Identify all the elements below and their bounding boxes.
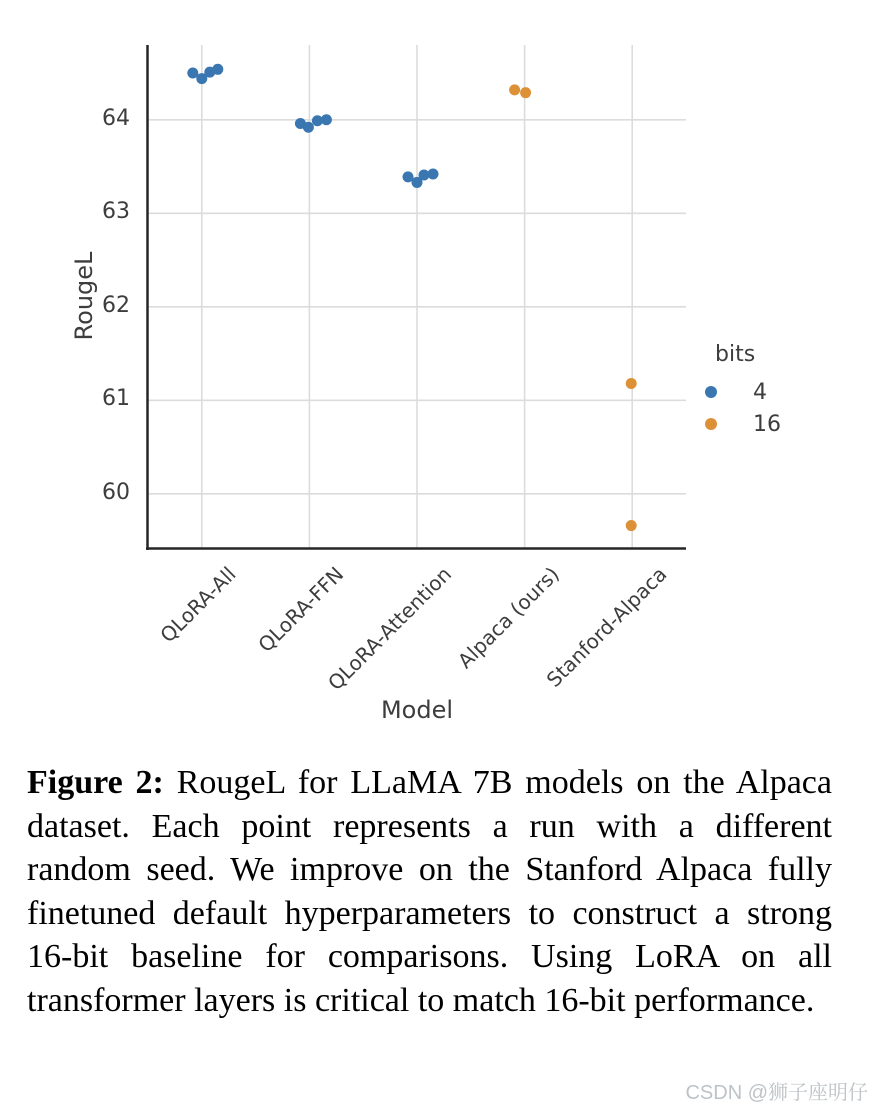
- legend: [703, 342, 868, 440]
- x-tick-label: Stanford-Alpaca: [541, 562, 672, 692]
- x-axis-label: Model: [380, 696, 454, 724]
- y-tick-label: 64: [102, 105, 130, 131]
- figure-caption: [27, 761, 832, 1022]
- data-point-16bit: [509, 84, 520, 95]
- y-tick-label: 61: [102, 386, 130, 412]
- data-point-16bit: [520, 87, 531, 98]
- caption-text: RougeL for LLaMA 7B models on the Alpaca dataset. Each point represents a run with a different random seed. We improve on the Stanford Alpaca fully finetuned default hyperparameters to construct a strong 16-bit baseline for comparisons. Using LoRA on all transformer layers is critical to match 16-bit performance.: [27, 764, 832, 1019]
- x-tick-label: QLoRA-All: [155, 562, 241, 648]
- legend-marker-16bit-icon: [705, 418, 717, 430]
- x-tick-label: QLoRA-FFN: [253, 562, 349, 657]
- caption-label: Figure 2:: [27, 764, 164, 801]
- data-point-16bit: [626, 378, 637, 389]
- data-point-4bit: [321, 114, 332, 125]
- legend-title: bits: [715, 342, 756, 367]
- data-point-4bit: [212, 64, 223, 75]
- x-tick-label: Alpaca (ours): [452, 562, 564, 673]
- y-tick-label: 63: [102, 199, 130, 225]
- legend-entry-label: 4: [753, 379, 767, 405]
- legend-entry-16bit: [703, 408, 868, 440]
- data-point-16bit: [626, 520, 637, 531]
- watermark: CSDN @狮子座明仔: [685, 1082, 868, 1104]
- legend-marker-4bit-icon: [705, 386, 717, 398]
- y-axis-label: RougeL: [70, 251, 98, 341]
- y-tick-label: 60: [102, 479, 130, 505]
- x-tick-label: QLoRA-Attention: [322, 562, 456, 696]
- legend-entry-4bit: [703, 376, 868, 408]
- y-tick-label: 62: [102, 292, 130, 318]
- legend-entry-label: 16: [753, 411, 781, 437]
- data-point-4bit: [428, 169, 439, 180]
- data-point-4bit: [303, 122, 314, 133]
